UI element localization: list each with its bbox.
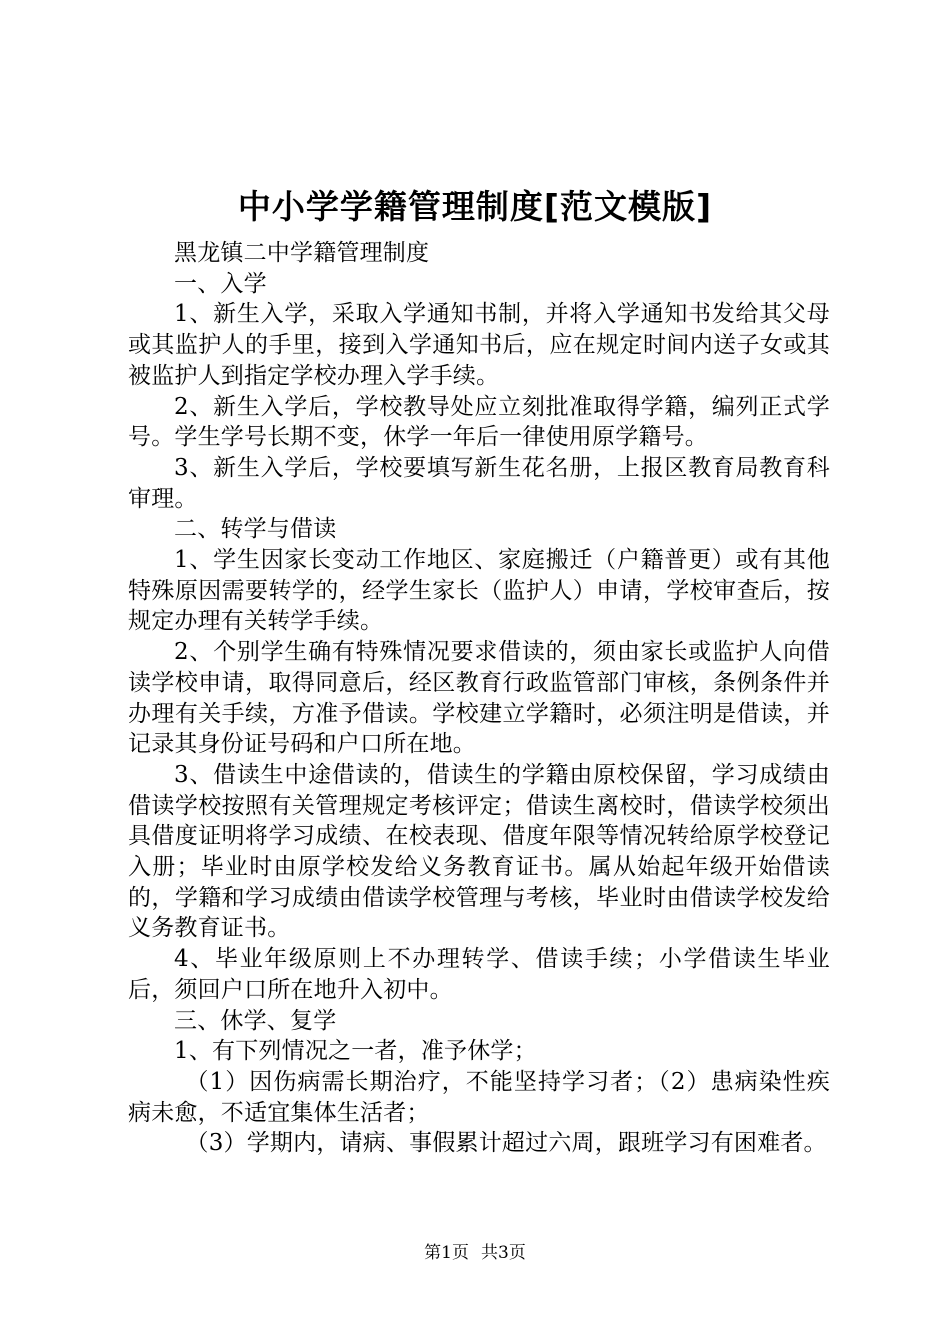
paragraph: （1）因伤病需长期治疗，不能坚持学习者；（2）患病染性疾病未愈，不适宜集体生活者； [128,1068,830,1126]
paragraph: 3、借读生中途借读的，借读生的学籍由原校保留，学习成绩由借读学校按照有关管理规定考核评定；借读生离校时，借读学校须出具借度证明将学习成绩、在校表现、借度年限等情况转给原学校登记入册；毕业时由原学校发给义务教育证书。属从始起年级开始借读的，学籍和学习成绩由借读学校管理与考核，毕业时由借读学校发给义务教育证书。 [128,761,830,942]
paragraph-subtitle: 黑龙镇二中学籍管理制度 [174,240,430,266]
document-body [128,238,830,1159]
section-heading-transfer: 二、转学与借读 [174,516,337,543]
paragraph: 2、新生入学后，学校教导处应立刻批准取得学籍，编列正式学号。学生学号长期不变，休学一年后一律使用原学籍号。 [128,393,830,451]
paragraph: 4、毕业年级原则上不办理转学、借读手续；小学借读生毕业后，须回户口所在地升入初中。 [128,946,830,1003]
paragraph: 1、新生入学，采取入学通知书制，并将入学通知书发给其父母或其监护人的手里，接到入学通知书后，应在规定时间内送子女或其被监护人到指定学校办理入学手续。 [128,301,830,389]
section-heading-enrollment: 一、入学 [174,270,267,297]
section-heading-suspension: 三、休学、复学 [174,1007,337,1034]
paragraph: 1、学生因家长变动工作地区、家庭搬迁（户籍普更）或有其他特殊原因需要转学的，经学生家长（监护人）申请，学校审查后，按规定办理有关转学手续。 [128,547,830,635]
page-number: 第1页 [424,1243,469,1263]
paragraph: 3、新生入学后，学校要填写新生花名册，上报区教育局教育科审理。 [128,454,830,512]
paragraph: （3）学期内，请病、事假累计超过六周，跟班学习有困难者。 [185,1130,827,1157]
paragraph: 2、个别学生确有特殊情况要求借读的，须由家长或监护人向借读学校申请，取得同意后，经区教育行政监管部门审核，条例条件并办理有关手续，方准予借读。学校建立学籍时，必须注明是借读，并记录其身份证号码和户口所在地。 [128,639,830,758]
document-title: 中小学学籍管理制度[范文模版] [237,187,713,226]
page-total: 共3页 [481,1243,526,1263]
paragraph: 1、有下列情况之一者，准予休学； [174,1038,537,1065]
page-footer [0,1241,950,1265]
